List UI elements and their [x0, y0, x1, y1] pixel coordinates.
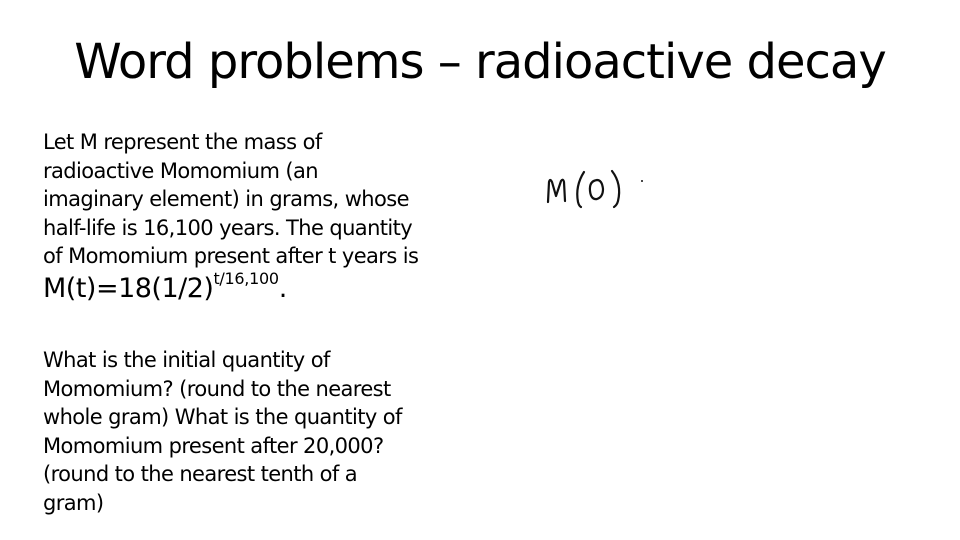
decay-formula: [43, 268, 513, 306]
problem-statement: [43, 128, 513, 306]
handwritten-close-paren: [612, 171, 619, 207]
question-line: What is the initial quantity of: [43, 348, 330, 372]
problem-line: half-life is 16,100 years. The quantity: [43, 215, 413, 240]
questions: [43, 346, 513, 517]
problem-line: imaginary element) in grams, whose: [43, 187, 409, 211]
handwritten-annotation: [540, 160, 650, 210]
question-line: (round to the nearest tenth of a: [43, 462, 358, 486]
question-line: Momomium present after 20,000?: [43, 433, 384, 458]
formula-period: .: [278, 272, 287, 304]
question-line: gram): [43, 490, 104, 515]
problem-line: of Momomium present after t years is: [43, 244, 419, 268]
handwritten-dot: [641, 180, 643, 182]
formula-exponent: t/16,100: [213, 268, 279, 288]
handwritten-zero: [590, 180, 603, 199]
formula-base: M(t)=18(1/2): [43, 272, 214, 304]
problem-line: radioactive Momomium (an: [43, 158, 318, 183]
problem-line: Let M represent the mass of: [43, 130, 322, 154]
question-line: whole gram) What is the quantity of: [43, 405, 402, 429]
handwritten-m: [548, 180, 565, 202]
slide-title: Word problems – radioactive decay: [74, 34, 886, 90]
handwritten-open-paren: [577, 172, 584, 207]
question-line: Momomium? (round to the nearest: [43, 376, 391, 401]
